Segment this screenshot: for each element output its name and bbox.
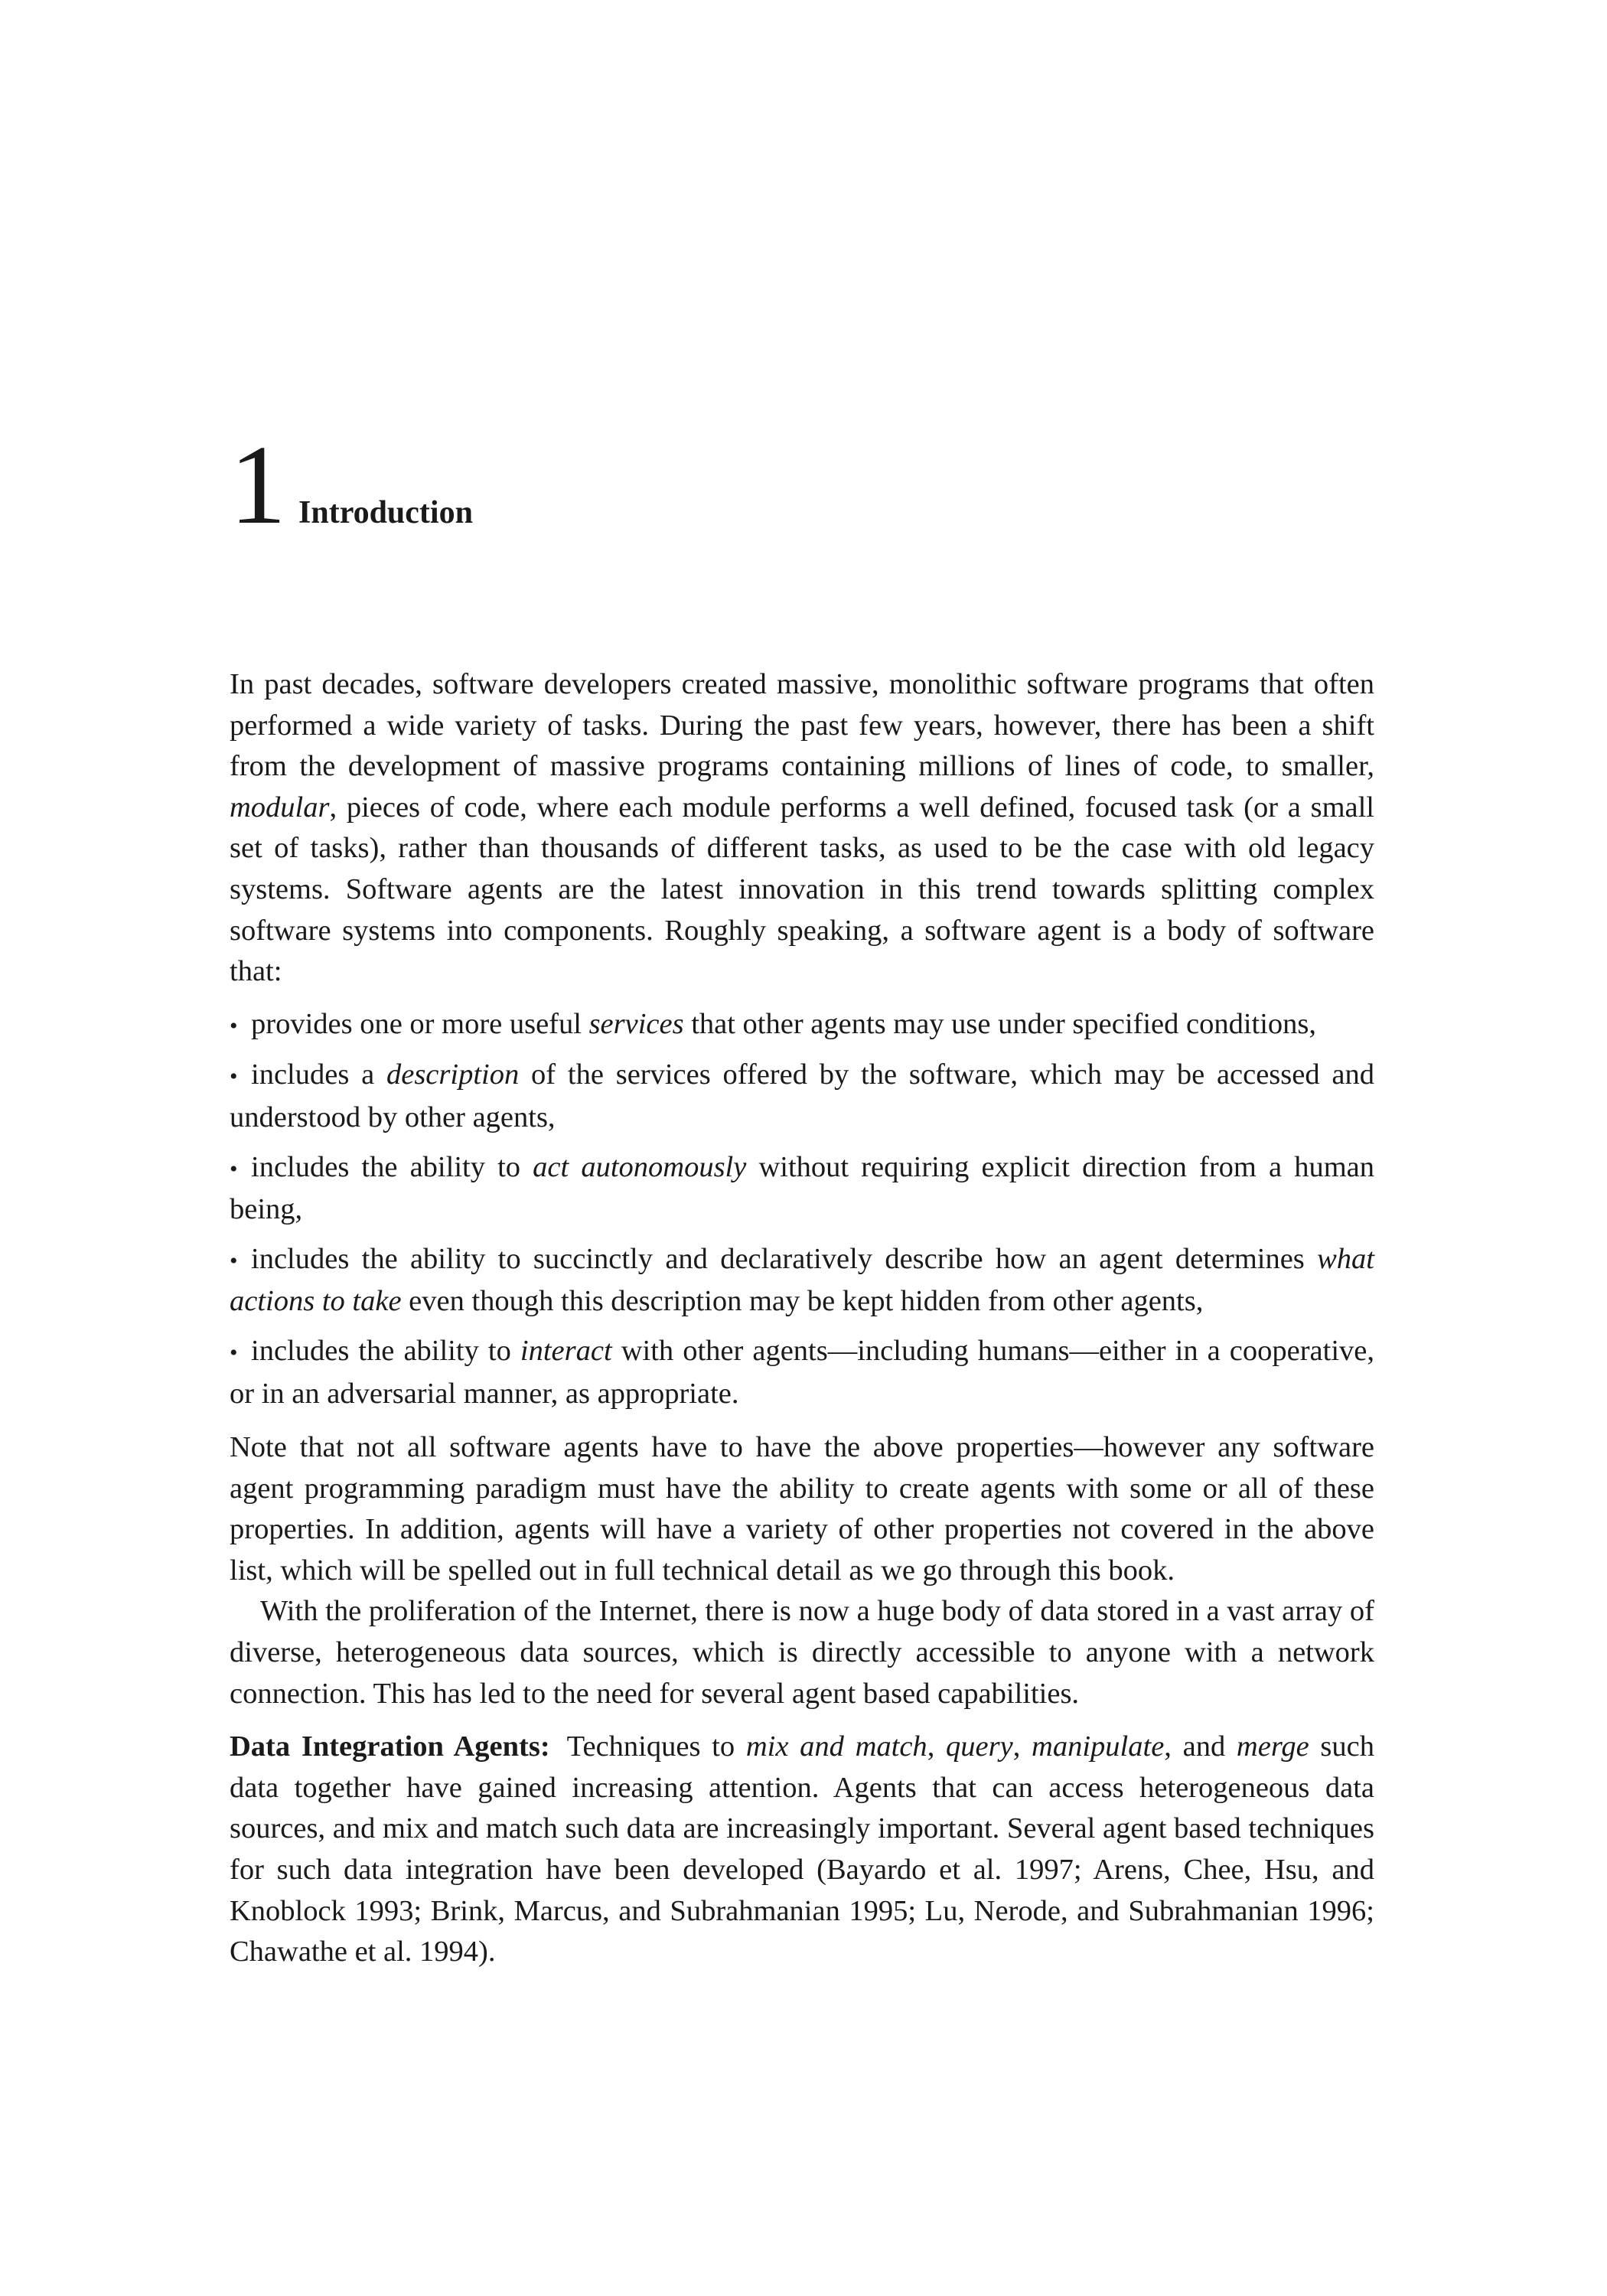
list-item: • includes the ability to succinctly and declaratively describe how an agent determines what actions to take even though this description may be kept hidden from other agents, bbox=[230, 1239, 1374, 1322]
emphasis: description bbox=[386, 1058, 520, 1091]
bullet-icon: • bbox=[230, 1247, 238, 1274]
intro-paragraph: In past decades, software developers created massive, monolithic software programs that often performed a wide variety of tasks. During the past few years, however, there has been a shift from the development of massive programs containing millions of lines of code, to smaller, modular, pieces of code, where each module performs a well defined, focused task (or a small set of tasks), rather than thousands of different tasks, as used to be the case with old legacy systems. Software agents are the latest innovation in this trend towards splitting complex software systems into components. Roughly speaking, a software agent is a body of software that: bbox=[230, 668, 1374, 988]
bullet-icon: • bbox=[230, 1339, 238, 1365]
list-item: • provides one or more useful services that other agents may use under specified conditions, bbox=[230, 1004, 1374, 1047]
bullet-icon: • bbox=[230, 1013, 238, 1039]
bullet-icon: • bbox=[230, 1156, 238, 1182]
emphasis: modular bbox=[230, 791, 330, 823]
emphasis: manipulate bbox=[1032, 1730, 1165, 1763]
emphasis: query bbox=[946, 1730, 1013, 1763]
emphasis: services bbox=[588, 1007, 684, 1040]
emphasis: merge bbox=[1236, 1730, 1309, 1763]
chapter-heading bbox=[230, 422, 473, 548]
emphasis: what actions to take bbox=[230, 1242, 1374, 1318]
chapter-title: Introduction bbox=[298, 495, 473, 530]
chapter-number: 1 bbox=[230, 422, 286, 548]
internet-paragraph: With the proliferation of the Internet, there is now a huge body of data stored in a vast array of diverse, heterogeneous data sources, which is directly accessible to anyone with a network connection. This has led to the need for several agent based capabilities. bbox=[230, 1595, 1374, 1710]
emphasis: interact bbox=[520, 1334, 612, 1367]
list-item: • includes the ability to act autonomously without requiring explicit direction from a human being, bbox=[230, 1147, 1374, 1231]
agent-properties-list bbox=[230, 1004, 1374, 1414]
body-text bbox=[230, 664, 1374, 1973]
list-item: • includes the ability to interact with other agents—including humans—either in a cooperative, or in an adversarial manner, as appropriate. bbox=[230, 1331, 1374, 1414]
data-integration-paragraph: Data Integration Agents: Techniques to mix and match, query, manipulate, and merge such data together have gained increasing attention. Agents that can access heterogeneous data sources, and mix and match such data are increasingly important. Several agent based techniques for such data integration have been developed (Bayardo et al. 1997; Arens, Chee, Hsu, and Knoblock 1993; Brink, Marcus, and Subrahmanian 1995; Lu, Nerode, and Subrahmanian 1996; Chawathe et al. 1994). bbox=[230, 1730, 1375, 1968]
section-run-in-heading: Data Integration Agents: bbox=[230, 1730, 550, 1763]
emphasis: mix and match bbox=[745, 1730, 927, 1763]
list-item: • includes a description of the services offered by the software, which may be accessed and understood by other agents, bbox=[230, 1055, 1374, 1138]
emphasis: act autonomously bbox=[533, 1150, 747, 1183]
bullet-icon: • bbox=[230, 1064, 238, 1090]
note-paragraph: Note that not all software agents have to have the above properties—however any software agent programming paradigm must have the ability to create agents with some or all of these properties. In addition, agents will have a variety of other properties not covered in the above list, which will be spelled out in full technical detail as we go through this book. bbox=[230, 1431, 1374, 1587]
